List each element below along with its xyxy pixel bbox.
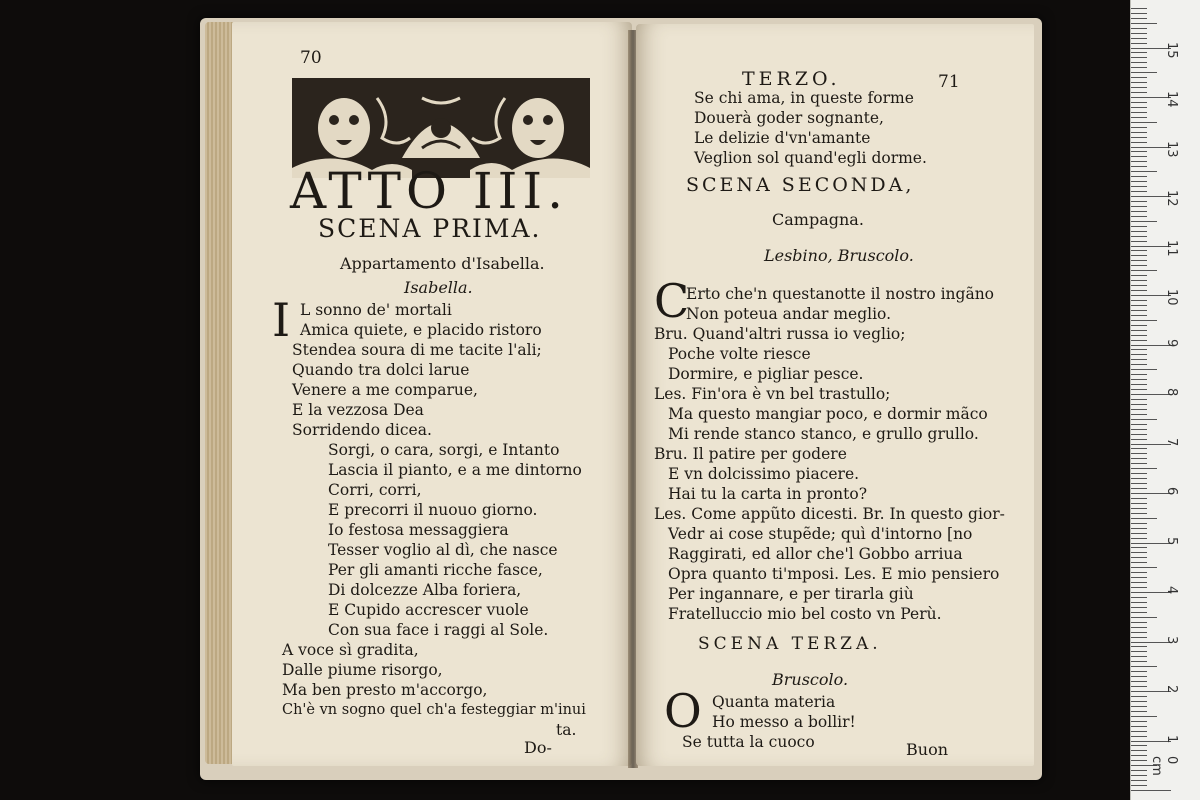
verse-line: L sonno de' mortali [300, 301, 452, 319]
ruler-tick [1131, 458, 1147, 459]
ruler-tick [1131, 523, 1147, 524]
ruler-tick [1131, 716, 1157, 717]
verse-line: Per gli amanti ricche fasce, [328, 561, 543, 579]
ruler-tick [1131, 686, 1147, 687]
catchword-right: Buon [906, 740, 948, 759]
ruler-tick [1131, 404, 1147, 405]
ruler-tick [1131, 8, 1147, 9]
ruler-tick [1131, 354, 1147, 355]
dialogue-line: Fratelluccio mio bel costo vn Perù. [668, 605, 942, 623]
scene-two-setting: Campagna. [772, 210, 864, 229]
setting: Appartamento d'Isabella. [340, 254, 545, 273]
dialogue-line: Raggirati, ed allor che'l Gobbo arriua [668, 545, 963, 563]
ruler-tick [1131, 528, 1147, 529]
ruler-tick [1131, 87, 1147, 88]
ruler-tick [1131, 557, 1147, 558]
dialogue-line: Vedr ai cose stupẽde; quì d'intorno [no [668, 525, 973, 543]
ruler-tick [1131, 201, 1147, 202]
ruler-tick [1131, 117, 1147, 118]
dialogue-line: Opra quanto ti'mposi. Les. E mio pensiero [668, 565, 1000, 583]
ruler-tick [1131, 275, 1147, 276]
ruler-tick [1131, 745, 1147, 746]
verse-line: Tesser voglio al dì, che nasce [328, 541, 558, 559]
ruler-tick [1131, 13, 1147, 14]
ruler-label: 2 [1164, 685, 1179, 694]
dialogue-line: Poche volte riesce [668, 345, 811, 363]
verse-line: Sorridendo dicea. [292, 421, 432, 439]
ruler-tick [1131, 681, 1147, 682]
ruler-label: 1 [1164, 734, 1179, 743]
ruler-label: 0 cm [1149, 756, 1179, 776]
running-head: TERZO. [742, 68, 841, 90]
ruler-label: 14 [1164, 91, 1179, 108]
ruler-tick [1131, 547, 1147, 548]
ruler-tick [1131, 439, 1147, 440]
ruler-tick [1131, 43, 1147, 44]
ruler-label: 10 [1164, 289, 1179, 306]
ruler-tick [1131, 77, 1147, 78]
ruler-tick [1131, 518, 1157, 519]
ruler-tick [1131, 572, 1147, 573]
dialogue-line: Non poteua andar meglio. [686, 305, 892, 323]
verse-line: Le delizie d'vn'amante [694, 129, 871, 147]
ruler-tick [1131, 637, 1147, 638]
ruler-tick [1131, 463, 1147, 464]
ruler-tick [1131, 646, 1147, 647]
ruler-tick [1131, 359, 1147, 360]
ruler-tick [1131, 325, 1147, 326]
ruler-tick [1131, 513, 1147, 514]
ruler-tick [1131, 424, 1147, 425]
ruler-tick [1131, 335, 1147, 336]
verse-line: Veglion sol quand'egli dorme. [694, 149, 927, 167]
ruler-label: 12 [1164, 190, 1179, 207]
dialogue-line: Bru. Quand'altri russa io veglio; [654, 325, 906, 343]
dialogue-line: Ma questo mangiar poco, e dormir mãco [668, 405, 988, 423]
ruler-tick [1131, 270, 1157, 271]
verse-line: Di dolcezze Alba foriera, [328, 581, 522, 599]
ruler-tick [1131, 533, 1147, 534]
ruler-tick [1131, 82, 1147, 83]
ruler-tick [1131, 369, 1157, 370]
ruler-tick [1131, 632, 1147, 633]
act-title: ATTO III. [290, 162, 569, 220]
ruler-tick [1131, 280, 1147, 281]
ruler-tick [1131, 775, 1147, 776]
ruler-tick [1131, 132, 1147, 133]
ruler-tick [1131, 419, 1157, 420]
ruler-tick [1131, 186, 1147, 187]
ruler-tick [1131, 161, 1147, 162]
ruler-tick [1131, 142, 1147, 143]
ruler-tick [1131, 226, 1147, 227]
scene-two-title: SCENA SECONDA, [686, 174, 915, 196]
ruler-tick [1131, 503, 1147, 504]
verse-line: Se chi ama, in queste forme [694, 89, 914, 107]
right-page [636, 24, 1034, 766]
ruler-tick [1131, 62, 1147, 63]
ruler-tick [1131, 448, 1147, 449]
ruler-tick [1131, 656, 1147, 657]
ruler-tick [1131, 706, 1147, 707]
ruler-tick [1131, 701, 1147, 702]
ruler-tick [1131, 211, 1147, 212]
verse-line: A voce sì gradita, [282, 641, 419, 659]
ruler-tick [1131, 726, 1147, 727]
ruler-tick [1131, 622, 1147, 623]
ruler-tick [1131, 137, 1147, 138]
ruler-tick [1131, 330, 1147, 331]
verse-line: Amica quiete, e placido ristoro [300, 321, 542, 339]
ruler-label: 15 [1164, 41, 1179, 59]
ruler-tick [1131, 617, 1157, 618]
ruler-tick [1131, 666, 1157, 667]
verse-line: E la vezzosa Dea [292, 401, 424, 419]
ruler-label: 8 [1164, 388, 1179, 397]
ruler-tick [1131, 127, 1147, 128]
ruler-tick [1131, 671, 1147, 672]
ruler-tick [1131, 538, 1147, 539]
scene-three-title: SCENA TERZA. [698, 634, 882, 654]
ruler-tick [1131, 379, 1147, 380]
ruler-tick [1131, 176, 1147, 177]
dialogue-line: Dormire, e pigliar pesce. [668, 365, 864, 383]
ruler-tick [1131, 72, 1157, 73]
page-number-left: 70 [300, 48, 322, 68]
ruler-tick [1131, 28, 1147, 29]
measuring-ruler [1130, 0, 1200, 800]
ruler-tick [1131, 181, 1147, 182]
drop-cap: O [664, 684, 702, 738]
verse-line: Quando tra dolci larue [292, 361, 470, 379]
catchword-left: Do- [524, 738, 552, 757]
ruler-label: 11 [1164, 239, 1179, 257]
ruler-tick [1131, 305, 1147, 306]
character-name: Isabella. [404, 278, 473, 297]
verse-line: Io festosa messaggiera [328, 521, 509, 539]
verse-line: Quanta materia [712, 693, 836, 711]
ruler-tick [1131, 112, 1147, 113]
ruler-tick [1131, 241, 1147, 242]
verse-line: Ch'è vn sogno quel ch'a festeggiar m'inui [282, 702, 586, 718]
ruler-tick [1131, 265, 1147, 266]
ruler-label: 6 [1164, 487, 1179, 496]
ruler-tick [1131, 250, 1147, 251]
ruler-tick [1131, 562, 1147, 563]
ruler-tick [1131, 315, 1147, 316]
ruler-tick [1131, 577, 1147, 578]
ruler-tick [1131, 122, 1157, 123]
ruler-tick [1131, 216, 1147, 217]
ruler-tick [1131, 508, 1147, 509]
ruler-tick [1131, 151, 1147, 152]
ruler-tick [1131, 23, 1157, 24]
dialogue-line: Erto che'n questanotte il nostro ingãno [686, 285, 995, 303]
ruler-tick [1131, 285, 1147, 286]
ruler-label: 7 [1164, 437, 1179, 446]
dialogue-line: Hai tu la carta in pronto? [668, 485, 868, 503]
page-number-right: 71 [938, 72, 960, 92]
ruler-tick [1131, 429, 1147, 430]
scene-two-characters: Lesbino, Bruscolo. [764, 246, 914, 265]
ruler-tick [1131, 260, 1147, 261]
scene-title: SCENA PRIMA. [318, 214, 542, 243]
verse-line: E precorri il nuouo giorno. [328, 501, 538, 519]
ruler-tick [1131, 156, 1147, 157]
ruler-label: 5 [1164, 536, 1179, 545]
ruler-tick [1131, 236, 1147, 237]
dialogue-line: Les. Fin'ora è vn bel trastullo; [654, 385, 891, 403]
ruler-tick [1131, 52, 1147, 53]
ruler-tick [1131, 731, 1147, 732]
verse-line: Corri, corri, [328, 481, 422, 499]
ruler-label: 4 [1164, 586, 1179, 595]
ruler-tick [1131, 478, 1147, 479]
verse-line: Lascia il pianto, e a me dintorno [328, 461, 582, 479]
ruler-tick [1131, 567, 1157, 568]
ruler-tick [1131, 498, 1147, 499]
ruler-tick [1131, 384, 1147, 385]
verse-line: Venere a me comparue, [292, 381, 478, 399]
ruler-tick [1131, 473, 1147, 474]
verse-line: Se tutta la cuoco [682, 733, 815, 751]
ruler-tick [1131, 760, 1147, 761]
ruler-tick [1131, 453, 1147, 454]
ruler-tick [1131, 57, 1147, 58]
dialogue-line: E vn dolcissimo piacere. [668, 465, 860, 483]
ruler-tick [1131, 582, 1147, 583]
ruler-tick [1131, 627, 1147, 628]
ruler-tick [1131, 790, 1171, 791]
ruler-tick [1131, 755, 1147, 756]
ruler-tick [1131, 552, 1147, 553]
ruler-tick [1131, 607, 1147, 608]
ruler-tick [1131, 409, 1147, 410]
ruler-label: 9 [1164, 338, 1179, 347]
verse-line: Ma ben presto m'accorgo, [282, 681, 488, 699]
dialogue-line: Mi rende stanco stanco, e grullo grullo. [668, 425, 979, 443]
ruler-tick [1131, 780, 1147, 781]
ruler-tick [1131, 736, 1147, 737]
ruler-tick [1131, 290, 1147, 291]
ruler-label: 13 [1164, 140, 1179, 158]
dialogue-line: Bru. Il patire per godere [654, 445, 847, 463]
ruler-tick [1131, 310, 1147, 311]
ruler-tick [1131, 414, 1147, 415]
left-page [232, 22, 632, 766]
ruler-tick [1131, 107, 1147, 108]
ruler-tick [1131, 661, 1147, 662]
ruler-tick [1131, 300, 1147, 301]
ruler-tick [1131, 389, 1147, 390]
ruler-tick [1131, 488, 1147, 489]
ruler-tick [1131, 750, 1147, 751]
ruler-tick [1131, 255, 1147, 256]
ruler-tick [1131, 18, 1147, 19]
dialogue-line: Les. Come appũto dicesti. Br. In questo gior- [654, 505, 1005, 523]
ruler-tick [1131, 696, 1147, 697]
verse-line: Con sua face i raggi al Sole. [328, 621, 549, 639]
dialogue-line: Per ingannare, e per tirarla giù [668, 585, 914, 603]
ruler-tick [1131, 434, 1147, 435]
verse-line: Dalle piume risorgo, [282, 661, 443, 679]
ruler-tick [1131, 602, 1147, 603]
verse-line: Douerà goder sognante, [694, 109, 884, 127]
ruler-tick [1131, 231, 1147, 232]
ruler-tick [1131, 676, 1147, 677]
drop-cap: I [272, 293, 291, 347]
ruler-tick [1131, 166, 1147, 167]
ruler-tick [1131, 374, 1147, 375]
ruler-tick [1131, 67, 1147, 68]
ruler-tick [1131, 33, 1147, 34]
ruler-tick [1131, 349, 1147, 350]
verse-line: E Cupido accrescer vuole [328, 601, 529, 619]
verse-line: Sorgi, o cara, sorgi, e Intanto [328, 441, 560, 459]
verse-line: Ho messo a bollir! [712, 713, 856, 731]
ruler-tick [1131, 206, 1147, 207]
drop-cap: C [654, 274, 690, 328]
ruler-tick [1131, 38, 1147, 39]
ruler-label: 3 [1164, 635, 1179, 644]
ruler-tick [1131, 587, 1147, 588]
ruler-tick [1131, 320, 1157, 321]
ruler-tick [1131, 721, 1147, 722]
verse-line: Stendea soura di me tacite l'ali; [292, 341, 542, 359]
ruler-tick [1131, 711, 1147, 712]
ruler-tick [1131, 612, 1147, 613]
ruler-tick [1131, 364, 1147, 365]
page-edges [205, 22, 233, 764]
ruler-tick [1131, 221, 1157, 222]
scene-three-character: Bruscolo. [772, 670, 849, 689]
ruler-tick [1131, 171, 1157, 172]
ruler-tick [1131, 468, 1157, 469]
ruler-tick [1131, 770, 1147, 771]
ruler-tick [1131, 483, 1147, 484]
ruler-tick [1131, 191, 1147, 192]
ruler-tick [1131, 597, 1147, 598]
ruler-tick [1131, 651, 1147, 652]
ruler-tick [1131, 399, 1147, 400]
ruler-tick [1131, 785, 1147, 786]
verse-overflow: ta. [556, 721, 577, 739]
ruler-tick [1131, 340, 1147, 341]
ruler-tick [1131, 92, 1147, 93]
ruler-tick [1131, 102, 1147, 103]
